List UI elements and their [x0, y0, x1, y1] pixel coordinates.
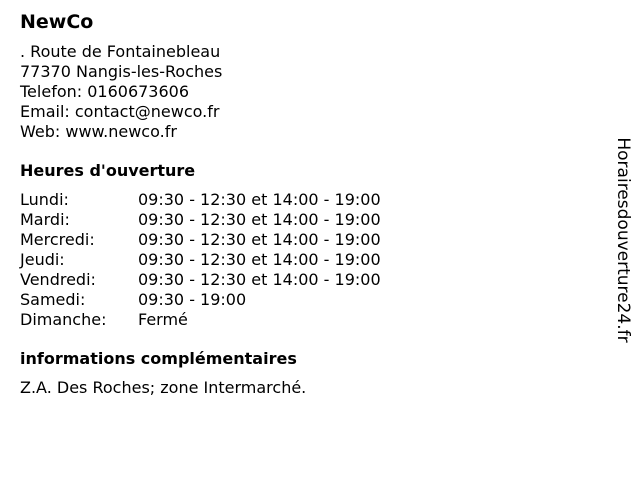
day-label: Dimanche:: [20, 310, 107, 329]
site-watermark: Horairesdouverture24.fr: [613, 137, 633, 343]
hours-row-sunday: [20, 310, 600, 330]
hours-row-saturday: [20, 290, 600, 310]
address-block: [20, 42, 600, 142]
email-line: Email: contact@newco.fr: [20, 102, 220, 121]
company-name: NewCo: [20, 11, 94, 33]
phone-line: Telefon: 0160673606: [20, 82, 190, 101]
business-card: [20, 10, 600, 398]
day-label: Mardi:: [20, 210, 70, 229]
day-hours: Fermé: [138, 310, 188, 329]
day-label: Samedi:: [20, 290, 86, 309]
day-label: Jeudi:: [20, 250, 65, 269]
day-hours: 09:30 - 12:30 et 14:00 - 19:00: [138, 210, 381, 229]
day-hours: 09:30 - 12:30 et 14:00 - 19:00: [138, 190, 381, 209]
day-label: Mercredi:: [20, 230, 95, 249]
hours-row-monday: [20, 190, 600, 210]
opening-hours-table: [20, 190, 600, 330]
hours-row-friday: [20, 270, 600, 290]
hours-row-wednesday: [20, 230, 600, 250]
additional-info-text: Z.A. Des Roches; zone Intermarché.: [20, 378, 307, 397]
day-label: Vendredi:: [20, 270, 96, 289]
additional-info-heading: informations complémentaires: [20, 349, 297, 368]
day-label: Lundi:: [20, 190, 69, 209]
hours-row-tuesday: [20, 210, 600, 230]
day-hours: 09:30 - 12:30 et 14:00 - 19:00: [138, 270, 381, 289]
day-hours: 09:30 - 12:30 et 14:00 - 19:00: [138, 230, 381, 249]
address-street: . Route de Fontainebleau: [20, 42, 221, 61]
day-hours: 09:30 - 19:00: [138, 290, 247, 309]
address-city: 77370 Nangis-les-Roches: [20, 62, 223, 81]
day-hours: 09:30 - 12:30 et 14:00 - 19:00: [138, 250, 381, 269]
web-line: Web: www.newco.fr: [20, 122, 177, 141]
hours-row-thursday: [20, 250, 600, 270]
opening-hours-heading: Heures d'ouverture: [20, 161, 196, 180]
